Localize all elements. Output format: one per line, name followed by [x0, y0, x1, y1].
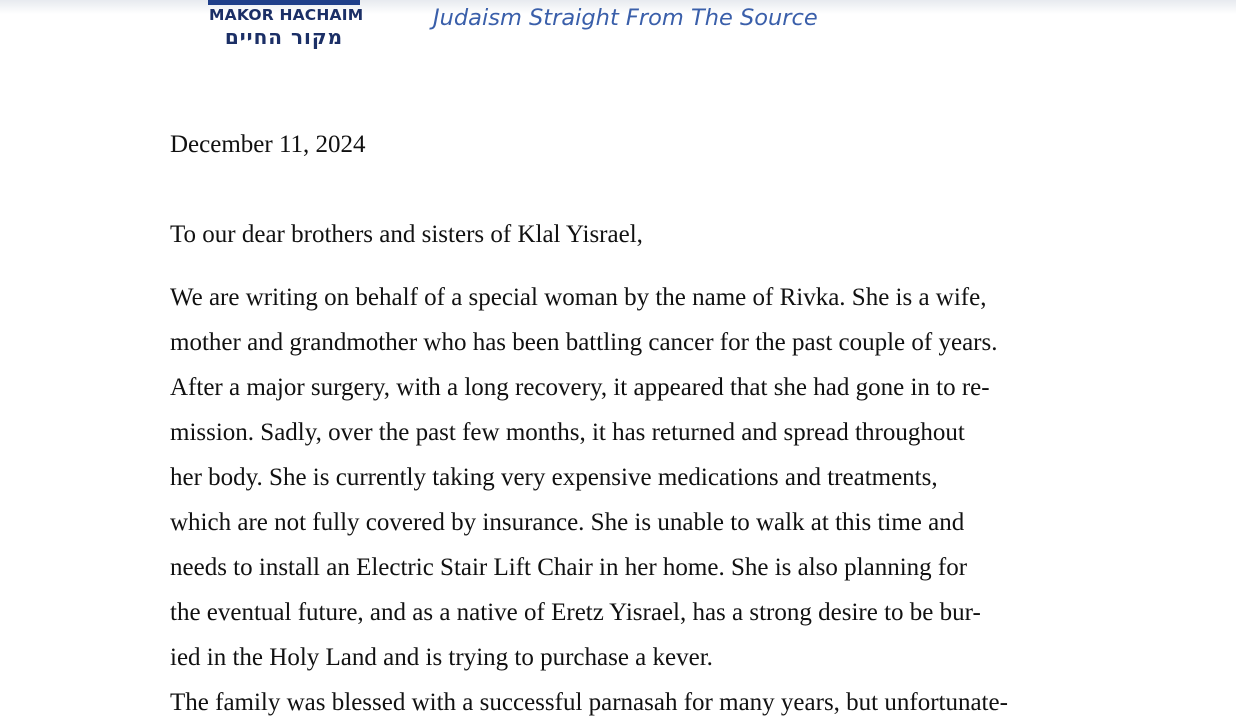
paragraph-line: needs to install an Electric Stair Lift Chair in her home. She is also planning for [170, 554, 968, 581]
paragraph-line: which are not fully covered by insurance. She is unable to walk at this time and [170, 509, 965, 536]
paragraph-line: her body. She is currently taking very expensive medications and treatments, [170, 464, 938, 491]
paragraph-line: After a major surgery, with a long recovery, it appeared that she had gone in to re- [170, 374, 990, 401]
logo-name-english: MAKOR HACHAIM [209, 6, 364, 24]
logo-bar [208, 0, 360, 5]
paragraph-line: the eventual future, and as a native of Eretz Yisrael, has a strong desire to be bur- [170, 599, 981, 626]
letter-date: December 11, 2024 [170, 131, 366, 158]
paragraph-line: mission. Sadly, over the past few months, it has returned and spread throughout [170, 419, 965, 446]
letter-salutation: To our dear brothers and sisters of Klal Yisrael, [170, 221, 643, 248]
paragraph-line: We are writing on behalf of a special woman by the name of Rivka. She is a wife, [170, 284, 987, 311]
paragraph-line: mother and grandmother who has been battling cancer for the past couple of years. [170, 329, 998, 356]
tagline: Judaism Straight From The Source [433, 5, 818, 31]
logo-name-hebrew: מקור החיים [224, 25, 344, 49]
paragraph-line: The family was blessed with a successful parnasah for many years, but unfortunate- [170, 689, 1008, 716]
paragraph-line: ied in the Holy Land and is trying to purchase a kever. [170, 644, 713, 671]
